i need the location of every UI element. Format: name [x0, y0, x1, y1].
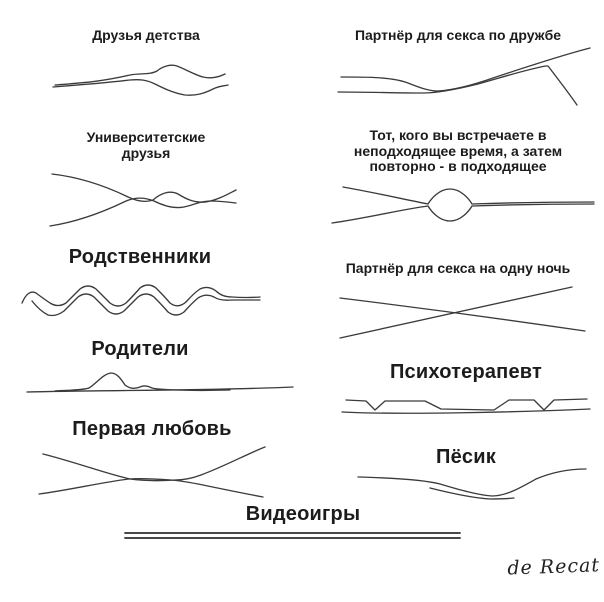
line-b: [55, 373, 230, 391]
line-a: [358, 469, 586, 496]
drawing-doggy: [340, 467, 590, 500]
label-childhood-friends: Друзья детства: [92, 27, 200, 43]
label-psychotherapist: Психотерапевт: [389, 361, 543, 383]
label-university-friends: Университетские друзья: [86, 129, 206, 161]
line-a: [340, 298, 585, 331]
line-b: [39, 479, 263, 497]
label-doggy: Пёсик: [436, 446, 496, 468]
line-a: [343, 187, 594, 204]
drawing-friends-with-benefits: [338, 48, 595, 112]
label-first-love: Первая любовь: [72, 418, 232, 440]
line-b: [430, 488, 514, 499]
line-b: [32, 294, 260, 316]
label-one-night-stand: Партнёр для секса на одну ночь: [345, 260, 571, 276]
drawing-psychotherapist: [342, 393, 590, 418]
line-b: [346, 399, 587, 410]
drawing-childhood-friends: [45, 55, 230, 103]
line-b: [50, 198, 236, 226]
label-videogames: Видеоигры: [245, 503, 361, 525]
drawing-first-love: [35, 442, 275, 500]
label-friends-with-benefits: Партнёр для секса по дружбе: [354, 27, 562, 43]
line-b: [338, 66, 577, 105]
line-b: [53, 80, 228, 96]
drawing-right-time-person: [332, 178, 598, 245]
line-b: [340, 287, 572, 338]
drawing-parents: [25, 368, 295, 398]
line-b: [332, 204, 594, 223]
artist-signature: de Recat: [507, 554, 601, 580]
line-a: [43, 447, 265, 481]
drawing-university-friends: [48, 168, 240, 238]
line-a: [55, 65, 225, 85]
label-right-time-person: Тот, кого вы встречаете в неподходящее время, а затем повторно - в подходящее: [353, 127, 563, 175]
drawing-videogames: [125, 531, 461, 540]
line-a: [341, 48, 590, 91]
drawing-one-night-stand: [340, 283, 595, 342]
drawing-relatives: [20, 275, 262, 322]
label-parents: Родители: [91, 338, 189, 360]
label-relatives: Родственники: [68, 246, 212, 268]
